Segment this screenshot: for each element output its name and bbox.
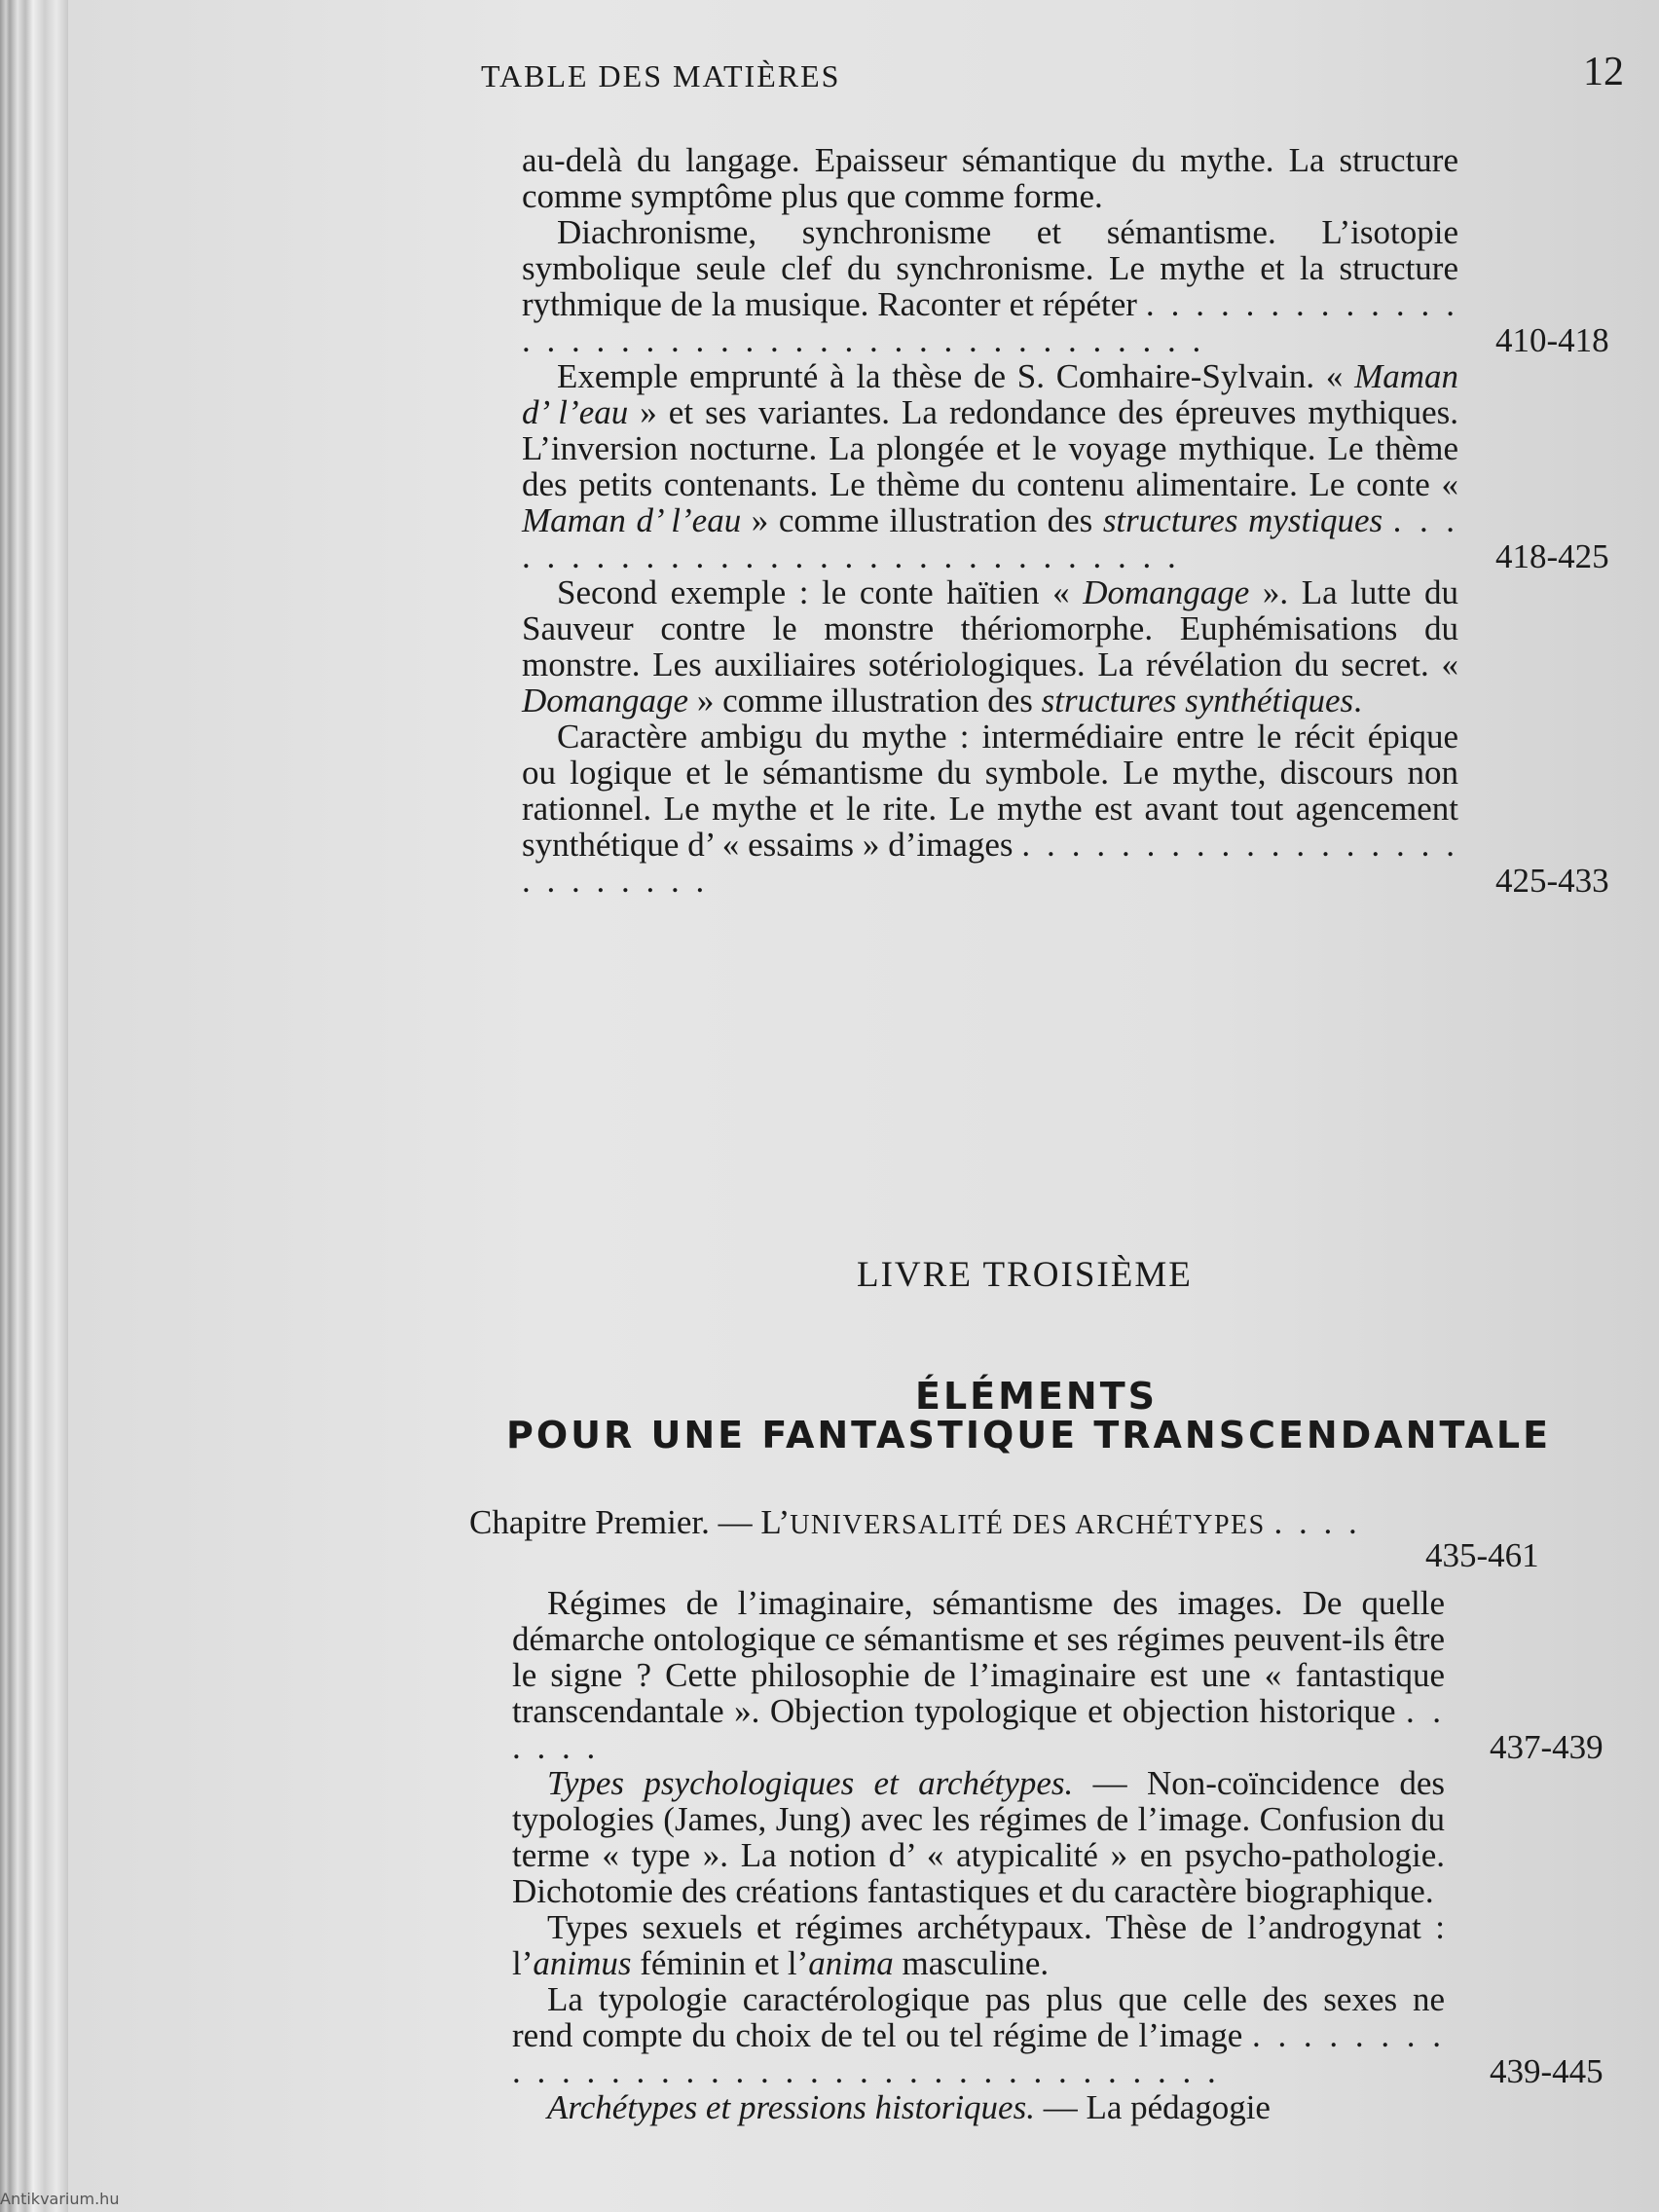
toc-paragraph: au-delà du langage. Epaisseur sémantique du mythe. La structure comme symptôme plus que comme forme. — [522, 141, 1458, 215]
leader-dots: . . . . . . . . . . . . . . . . . . . . . . . . . . — [522, 826, 1459, 900]
page-range: 439-445 — [1490, 2052, 1604, 2090]
page-range: 418-425 — [1495, 537, 1609, 575]
toc-entry — [512, 1584, 1604, 1766]
toc-paragraph: La typologie caractérologique pas plus que celle des sexes ne rend compte du choix de tel ou tel régime de l’image . . . . . . . . . . . . . . . . . . . . . . . . . . . . . . . . . . . . . — [512, 1980, 1446, 2090]
book-heading: LIVRE TROISIÈME — [857, 1255, 1193, 1295]
toc-entry — [522, 213, 1609, 359]
page-range: 410-418 — [1495, 321, 1609, 359]
toc-paragraph: Exemple emprunté à la thèse de S. Comhaire-Sylvain. « Maman d’ l’eau » et ses variantes. La redondance des épreuves mythiques. L’inversion nocturne. La plongée et le voyage mythique. Le thème des petits contenants. Le thème du contenu alimentaire. Le conte « Maman d’ l’eau » comme illustration des structures mystiques . . . . . . . . . . . . . . . . . . . . . . . . . . . . . . — [522, 357, 1459, 575]
toc-paragraph: Types sexuels et régimes archétypaux. Thèse de l’androgynat : l’animus féminin et l’anima masculine. — [512, 1908, 1445, 1982]
toc-paragraph: Types psychologiques et archétypes. — Non-coïncidence des typologies (James, Jung) avec les régimes de l’image. Confusion du terme « type ». La notion d’ « atypicalité » en psycho-pathologie. Dichotomie des créations fantastiques et du caractère biographique. — [512, 1764, 1445, 1910]
toc-entry — [522, 357, 1609, 575]
leader-dots: . . . . . . . . . . . . . . . . . . . . . . . . . . . . . . . . . . . . . . . . . — [522, 285, 1458, 359]
leader-dots: . . . . . . . . . . . . . . . . . . . . . . . . . . . . . . . . . . . . . — [512, 2016, 1446, 2090]
watermark: Antikvarium.hu — [0, 2190, 120, 2208]
page-edges — [0, 0, 68, 2212]
page-range: 425-433 — [1495, 862, 1609, 900]
toc-entry — [512, 1980, 1604, 2090]
chapter-heading: Chapitre Premier. — L’UNIVERSALITÉ DES ARCHÉTYPES . . . . — [469, 1503, 1361, 1541]
toc-block-upper — [522, 141, 1609, 900]
toc-paragraph: Caractère ambigu du mythe : intermédiaire entre le récit épique ou logique et le sémantisme du symbole. Le mythe, discours non rationnel. Le mythe et le rite. Le mythe est avant tout agencement synthétique d’ « essaims » d’images . . . . . . . . . . . . . . . . . . . . . . . . . . — [522, 718, 1459, 900]
toc-paragraph: Régimes de l’imaginaire, sémantisme des images. De quelle démarche ontologique ce sémantisme et ses régimes peuvent-ils être le signe ? Cette philosophie de l’imaginaire est une « fantastique transcendantale ». Objection typologique et objection historique . . . . . . — [512, 1584, 1445, 1766]
running-title: TABLE DES MATIÈRES — [481, 58, 841, 93]
book-page — [68, 0, 1659, 2212]
toc-block-lower — [512, 1584, 1604, 2126]
toc-entry — [522, 718, 1609, 900]
page-number: 12 — [1583, 50, 1624, 94]
toc-paragraph: Archétypes et pressions historiques. — La pédagogie — [547, 2088, 1271, 2126]
book-title-line-1: ÉLÉMENTS — [915, 1375, 1158, 1418]
toc-paragraph: Diachronisme, synchronisme et sémantisme. L’isotopie symbolique seule clef du synchronisme. Le mythe et la structure rythmique de la musique. Raconter et répéter . . . . . . . . . . . . . . . . . . . . . . . . . . . . . . . . . . . . . . . . . — [522, 213, 1458, 359]
leader-dots: . . . . . . . . . . . . . . . . . . . . . . . . . . . . . . — [522, 501, 1459, 575]
toc-paragraph: Second exemple : le conte haïtien « Domangage ». La lutte du Sauveur contre le monstre thériomorphe. Euphémisations du monstre. Les auxiliaires sotériologiques. La révélation du secret. « Domangage » comme illustration des structures synthétiques. — [522, 573, 1459, 719]
leader-dots: . . . . . . — [512, 1692, 1445, 1766]
page-range: 437-439 — [1490, 1728, 1604, 1766]
chapter-page-range: 435-461 — [1425, 1536, 1539, 1574]
book-title-line-2: POUR UNE FANTASTIQUE TRANSCENDANTALE — [506, 1414, 1552, 1456]
